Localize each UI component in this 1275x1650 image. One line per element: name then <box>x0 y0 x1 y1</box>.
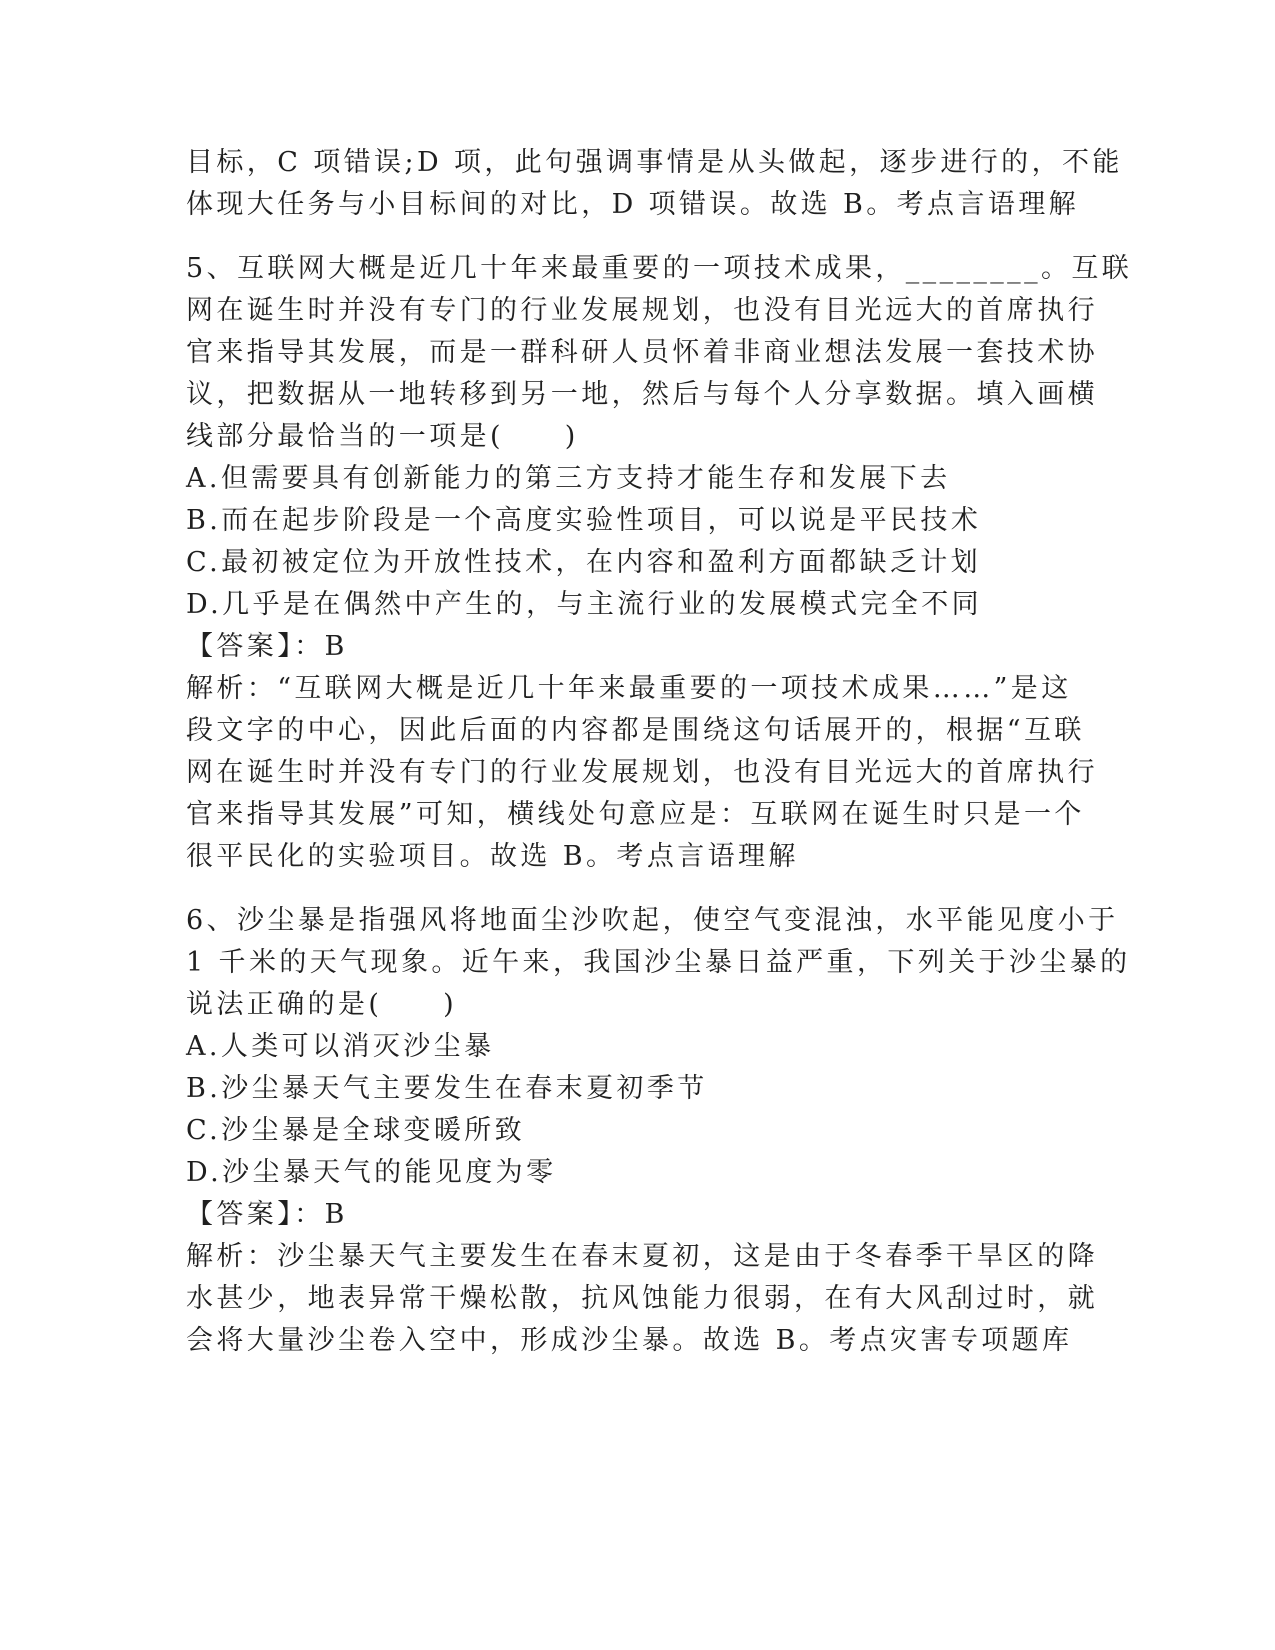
explanation-line: 水甚少，地表异常干燥松散，抗风蚀能力很弱，在有大风刮过时，就 <box>186 1283 1098 1314</box>
question-stem-line: 官来指导其发展，而是一群科研人员怀着非商业想法发展一套技术协 <box>186 337 1098 368</box>
option-b: B.沙尘暴天气主要发生在春末夏初季节 <box>186 1073 708 1104</box>
explanation-line: 网在诞生时并没有专门的行业发展规划，也没有目光远大的首席执行 <box>186 757 1098 788</box>
explanation-line: 官来指导其发展”可知，横线处句意应是：互联网在诞生时只是一个 <box>186 799 1085 830</box>
option-b: B.而在起步阶段是一个高度实验性项目，可以说是平民技术 <box>186 505 982 536</box>
option-c: C.最初被定位为开放性技术，在内容和盈利方面都缺乏计划 <box>186 547 982 578</box>
answer-label: 【答案】：B <box>186 1199 348 1230</box>
explanation-line: 体现大任务与小目标间的对比，D 项错误。故选 B。考点言语理解 <box>186 189 1080 220</box>
question-stem-line: 1 千米的天气现象。近午来，我国沙尘暴日益严重，下列关于沙尘暴的 <box>186 947 1131 978</box>
question-stem-line: 网在诞生时并没有专门的行业发展规划，也没有目光远大的首席执行 <box>186 295 1098 326</box>
previous-explanation <box>186 142 1123 226</box>
question-stem-line: 线部分最恰当的一项是( ) <box>186 421 579 452</box>
question-stem-line: 6、沙尘暴是指强风将地面尘沙吹起，使空气变混浊，水平能见度小于 <box>186 905 1119 936</box>
question-6 <box>186 900 1131 1362</box>
explanation-line: 解析：“互联网大概是近几十年来最重要的一项技术成果……”是这 <box>186 673 1072 704</box>
answer-label: 【答案】：B <box>186 631 348 662</box>
explanation-line: 目标，C 项错误;D 项，此句强调事情是从头做起，逐步进行的，不能 <box>186 147 1123 178</box>
document-page <box>186 142 1133 1362</box>
option-d: D.沙尘暴天气的能见度为零 <box>186 1157 557 1188</box>
option-a: A.但需要具有创新能力的第三方支持才能生存和发展下去 <box>186 463 951 494</box>
explanation-line: 很平民化的实验项目。故选 B。考点言语理解 <box>186 841 799 872</box>
question-5 <box>186 248 1133 878</box>
option-d: D.几乎是在偶然中产生的，与主流行业的发展模式完全不同 <box>186 589 983 620</box>
option-c: C.沙尘暴是全球变暖所致 <box>186 1115 526 1146</box>
question-stem-line: 5、互联网大概是近几十年来最重要的一项技术成果，________。互联 <box>186 253 1133 284</box>
option-a: A.人类可以消灭沙尘暴 <box>186 1031 495 1062</box>
explanation-line: 会将大量沙尘卷入空中，形成沙尘暴。故选 B。考点灾害专项题库 <box>186 1325 1073 1356</box>
explanation-line: 段文字的中心，因此后面的内容都是围绕这句话展开的，根据“互联 <box>186 715 1085 746</box>
question-stem-line: 说法正确的是( ) <box>186 989 458 1020</box>
explanation-line: 解析：沙尘暴天气主要发生在春末夏初，这是由于冬春季干旱区的降 <box>186 1241 1098 1272</box>
question-stem-line: 议，把数据从一地转移到另一地，然后与每个人分享数据。填入画横 <box>186 379 1098 410</box>
